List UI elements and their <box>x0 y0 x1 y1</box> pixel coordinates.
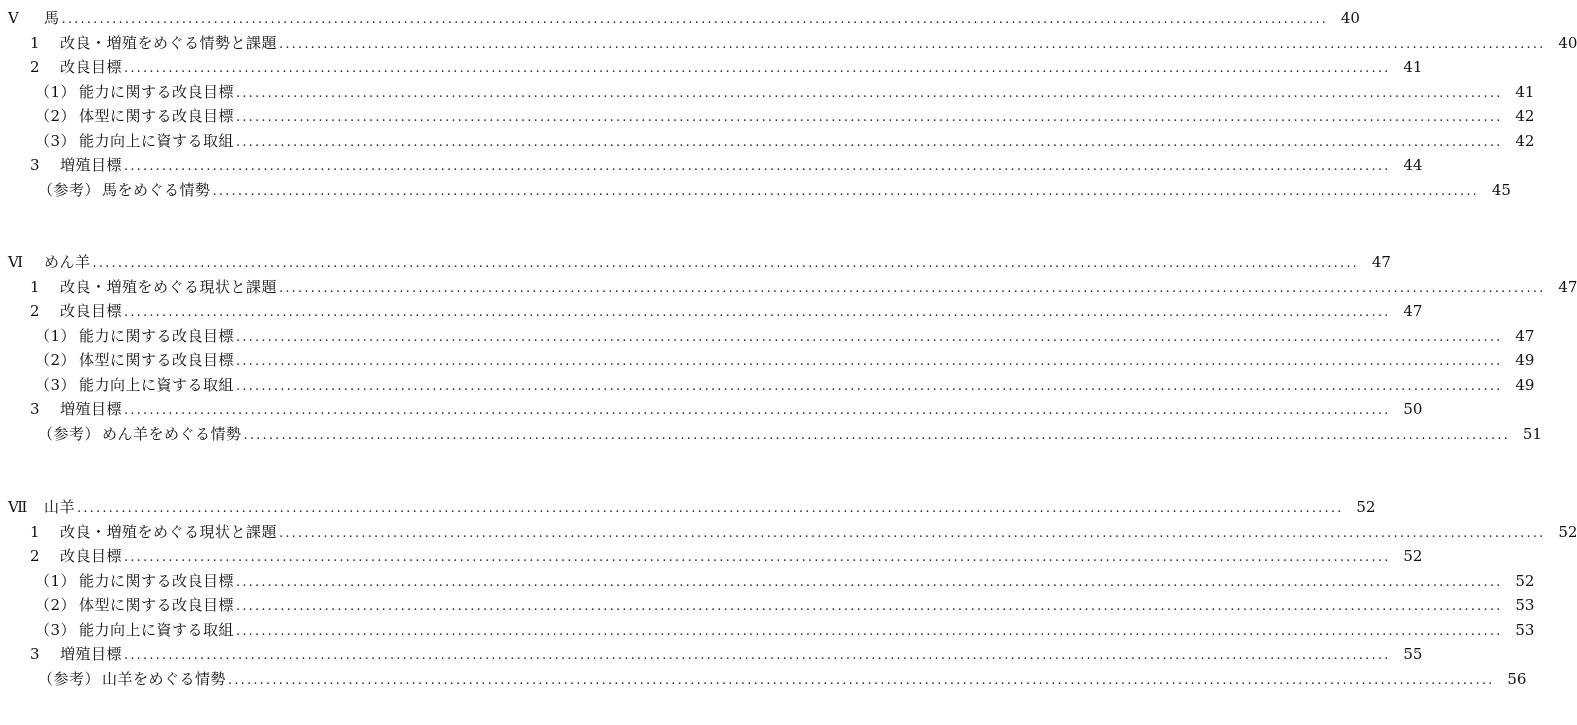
toc-entry-number: 3 <box>30 156 41 174</box>
toc-entry-label <box>30 31 277 56</box>
toc-section-entry <box>0 299 1423 324</box>
dot-leader: ........................................................................................................................................................................................................ <box>92 256 1359 271</box>
dot-leader: ........................................................................................................................................................................................................ <box>279 280 1546 296</box>
dot-leader: ........................................................................................................................................................................................................ <box>236 134 1503 150</box>
toc-chapter-heading <box>0 495 1376 520</box>
toc-entry-label <box>35 324 234 349</box>
toc-page-number: 41 <box>1403 58 1423 76</box>
dot-leader: ........................................................................................................................................................................................................ <box>77 501 1344 516</box>
toc-page-number: 47 <box>1558 277 1577 296</box>
toc-entry-label <box>30 520 277 545</box>
toc-entry-number: 1 <box>30 277 41 296</box>
toc-entry-label <box>30 397 122 422</box>
toc-page-number: 55 <box>1403 645 1423 663</box>
toc-entry-title: 能力向上に資する取組 <box>79 131 235 150</box>
dot-leader: ........................................................................................................................................................................................................ <box>124 403 1391 418</box>
toc-entry-title: 能力に関する改良目標 <box>79 571 235 590</box>
toc-subsection-entry <box>0 129 1535 154</box>
toc-entry-number: （参考） <box>38 180 101 199</box>
dot-leader: ........................................................................................................................................................................................................ <box>243 427 1510 443</box>
toc-entry-number: （3） <box>35 620 77 639</box>
dot-leader: ........................................................................................................................................................................................................ <box>236 329 1503 345</box>
toc-section-entry <box>0 520 1577 545</box>
toc-reference-entry <box>0 667 1527 692</box>
toc-page-number: 44 <box>1403 156 1423 174</box>
dot-leader: ........................................................................................................................................................................................................ <box>124 159 1391 174</box>
toc-entry-label <box>38 667 226 692</box>
toc-page-number: 53 <box>1515 620 1535 639</box>
toc-entry-label <box>35 569 234 594</box>
toc-entry-title: 馬 <box>44 9 60 27</box>
dot-leader: ........................................................................................................................................................................................................ <box>236 378 1503 394</box>
toc-entry-title: 増殖目標 <box>60 156 123 174</box>
toc-section-goat <box>0 495 1577 691</box>
toc-page-number: 52 <box>1356 498 1376 516</box>
toc-entry-title: 増殖目標 <box>60 400 123 418</box>
toc-page-number: 40 <box>1558 33 1577 52</box>
toc-entry-number: 3 <box>30 645 41 663</box>
toc-page-number: 53 <box>1515 596 1535 614</box>
toc-entry-number: Ⅵ <box>8 253 24 271</box>
toc-subsection-entry <box>0 104 1535 129</box>
toc-page-number: 47 <box>1515 326 1535 345</box>
dot-leader: ........................................................................................................................................................................................................ <box>279 525 1546 541</box>
toc-entry-label <box>38 422 242 447</box>
toc-entry-title: 体型に関する改良目標 <box>79 596 235 614</box>
toc-entry-number: （3） <box>35 375 77 394</box>
toc-entry-title: 改良・増殖をめぐる現状と課題 <box>60 277 278 296</box>
dot-leader: ........................................................................................................................................................................................................ <box>228 672 1495 688</box>
toc-entry-title: 改良目標 <box>60 547 123 565</box>
toc-entry-number: （2） <box>35 596 77 614</box>
toc-section-entry <box>0 153 1423 178</box>
dot-leader: ........................................................................................................................................................................................................ <box>212 183 1479 199</box>
toc-entry-label <box>35 80 234 105</box>
toc-entry-title: めん羊をめぐる情勢 <box>102 424 242 443</box>
toc-page-number: 50 <box>1403 400 1423 418</box>
toc-page-number: 42 <box>1515 131 1535 150</box>
toc-entry-label <box>30 55 122 80</box>
toc-entry-title: 改良・増殖をめぐる現状と課題 <box>60 522 278 541</box>
toc-section-entry <box>0 642 1423 667</box>
toc-entry-number: （1） <box>35 571 77 590</box>
toc-entry-title: 能力に関する改良目標 <box>79 326 235 345</box>
toc-entry-label <box>35 348 234 373</box>
toc-entry-number: 2 <box>30 302 41 320</box>
toc-entry-number: 2 <box>30 58 41 76</box>
toc-entry-label <box>8 250 91 275</box>
toc-entry-title: 改良目標 <box>60 302 123 320</box>
toc-page-number: 41 <box>1515 82 1535 101</box>
toc-entry-number: （参考） <box>38 669 101 688</box>
toc-entry-label <box>30 642 122 667</box>
toc-entry-label <box>35 618 234 643</box>
toc-entry-number: Ⅶ <box>8 498 28 516</box>
dot-leader: ........................................................................................................................................................................................................ <box>124 305 1391 320</box>
dot-leader: ........................................................................................................................................................................................................ <box>236 623 1503 639</box>
toc-entry-label <box>30 275 277 300</box>
toc-entry-title: めん羊 <box>44 253 91 271</box>
toc-page-number: 47 <box>1371 253 1391 271</box>
toc-entry-title: 増殖目標 <box>60 645 123 663</box>
toc-section-horse <box>0 6 1577 202</box>
toc-subsection-entry <box>0 80 1535 105</box>
toc-entry-title: 能力向上に資する取組 <box>79 375 235 394</box>
toc-entry-label <box>30 299 122 324</box>
toc-chapter-heading <box>0 6 1360 31</box>
toc-entry-number: （1） <box>35 326 77 345</box>
toc-section-entry <box>0 275 1577 300</box>
toc-entry-number: 3 <box>30 400 41 418</box>
toc-subsection-entry <box>0 618 1535 643</box>
toc-entry-label <box>8 495 75 520</box>
toc-entry-label <box>30 153 122 178</box>
dot-leader: ........................................................................................................................................................................................................ <box>124 550 1391 565</box>
toc-entry-label <box>35 104 234 129</box>
toc-entry-label <box>8 6 60 31</box>
toc-page-number: 49 <box>1515 375 1535 394</box>
toc-page-number: 52 <box>1558 522 1577 541</box>
toc-section-entry <box>0 31 1577 56</box>
toc-page-number: 45 <box>1491 180 1511 199</box>
toc-page-number: 56 <box>1507 669 1527 688</box>
toc-section-entry <box>0 397 1423 422</box>
toc-entry-number: （2） <box>35 107 77 125</box>
toc-entry-title: 山羊をめぐる情勢 <box>102 669 227 688</box>
toc-entry-title: 山羊 <box>44 498 76 516</box>
toc-entry-title: 能力に関する改良目標 <box>79 82 235 101</box>
toc-subsection-entry <box>0 348 1535 373</box>
toc-entry-label <box>35 373 234 398</box>
toc-entry-title: 体型に関する改良目標 <box>79 351 235 369</box>
toc-entry-number: 1 <box>30 33 41 52</box>
toc-section-entry <box>0 544 1423 569</box>
dot-leader: ........................................................................................................................................................................................................ <box>124 648 1391 663</box>
toc-entry-title: 体型に関する改良目標 <box>79 107 235 125</box>
toc-entry-label <box>35 129 234 154</box>
dot-leader: ........................................................................................................................................................................................................ <box>236 354 1503 369</box>
toc-entry-label <box>30 544 122 569</box>
toc-section-sheep <box>0 250 1577 446</box>
dot-leader: ........................................................................................................................................................................................................ <box>279 36 1546 52</box>
toc-entry-number: （参考） <box>38 424 101 443</box>
toc-entry-label <box>35 593 234 618</box>
toc-entry-number: （2） <box>35 351 77 369</box>
toc-reference-entry <box>0 422 1542 447</box>
dot-leader: ........................................................................................................................................................................................................ <box>236 85 1503 101</box>
dot-leader: ........................................................................................................................................................................................................ <box>61 12 1328 27</box>
toc-page-number: 51 <box>1522 424 1542 443</box>
toc-page-number: 49 <box>1515 351 1535 369</box>
toc-page-number: 52 <box>1515 571 1535 590</box>
dot-leader: ........................................................................................................................................................................................................ <box>236 574 1503 590</box>
toc-subsection-entry <box>0 324 1535 349</box>
toc-subsection-entry <box>0 569 1535 594</box>
toc-page-number: 47 <box>1403 302 1423 320</box>
toc-subsection-entry <box>0 373 1535 398</box>
toc-page-number: 52 <box>1403 547 1423 565</box>
toc-entry-number: （1） <box>35 82 77 101</box>
toc-entry-title: 改良目標 <box>60 58 123 76</box>
toc-entry-number: Ⅴ <box>8 9 20 27</box>
toc-entry-number: 1 <box>30 522 41 541</box>
dot-leader: ........................................................................................................................................................................................................ <box>124 61 1391 76</box>
dot-leader: ........................................................................................................................................................................................................ <box>236 110 1503 125</box>
toc-page-number: 42 <box>1515 107 1535 125</box>
toc-entry-number: （3） <box>35 131 77 150</box>
toc-entry-title: 改良・増殖をめぐる情勢と課題 <box>60 33 278 52</box>
dot-leader: ........................................................................................................................................................................................................ <box>236 599 1503 614</box>
toc-section-entry <box>0 55 1423 80</box>
toc-page-number: 40 <box>1340 9 1360 27</box>
toc-entry-label <box>38 178 211 203</box>
toc-entry-title: 馬をめぐる情勢 <box>102 180 211 199</box>
toc-reference-entry <box>0 178 1511 203</box>
toc-entry-title: 能力向上に資する取組 <box>79 620 235 639</box>
toc-entry-number: 2 <box>30 547 41 565</box>
toc-subsection-entry <box>0 593 1535 618</box>
toc-chapter-heading <box>0 250 1391 275</box>
